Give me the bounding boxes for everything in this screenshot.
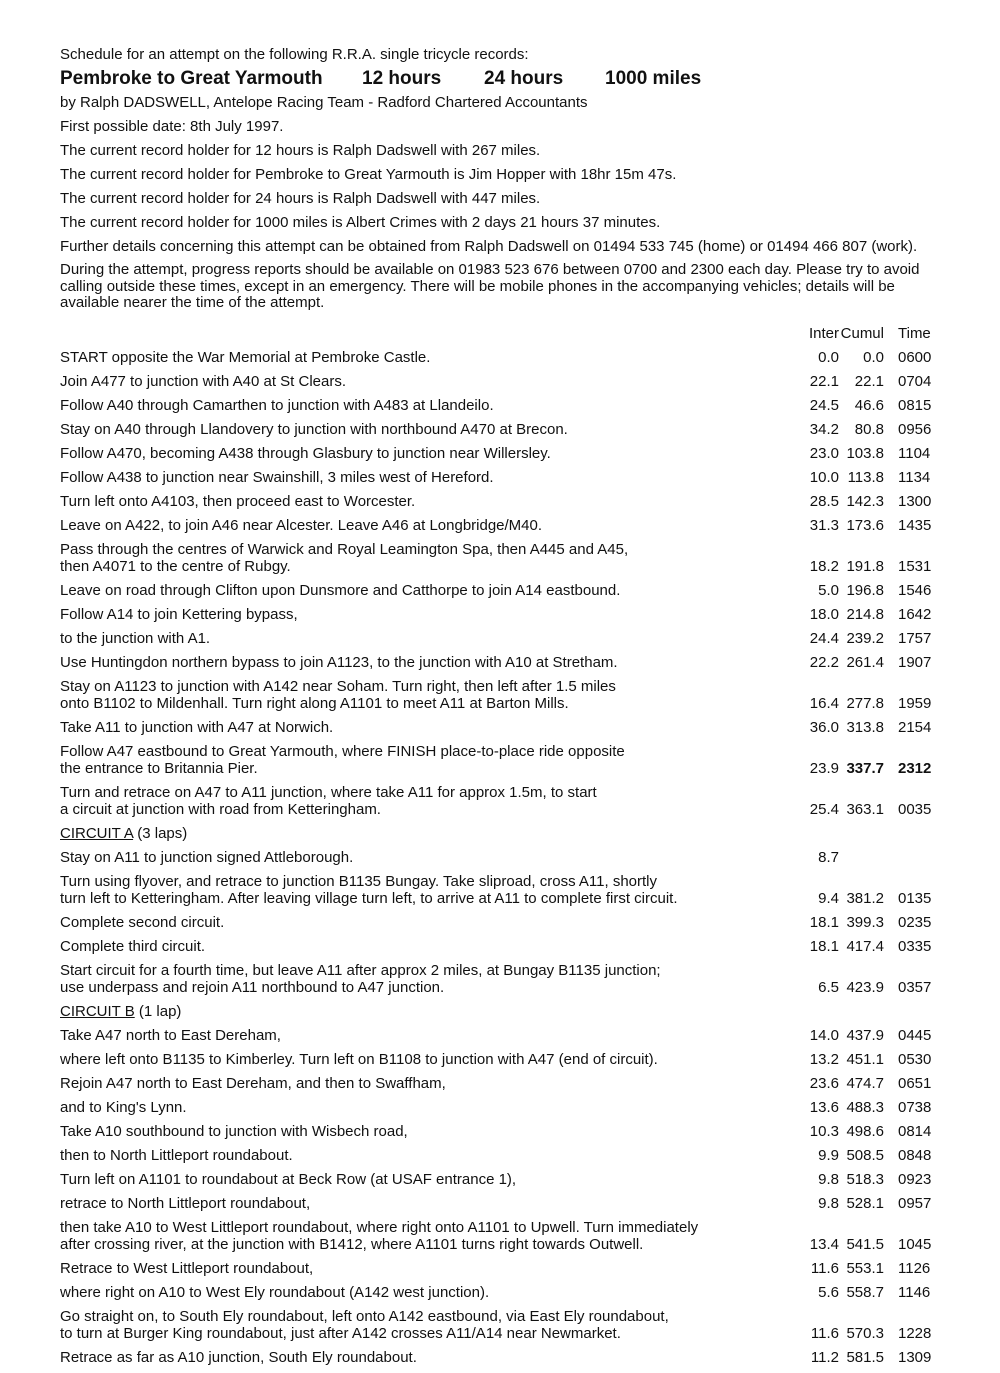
route-description: START opposite the War Memorial at Pembroke Castle.: [60, 349, 431, 366]
cumulative-distance: 239.2: [846, 630, 884, 647]
scheduled-time: 0704: [898, 373, 932, 390]
cumulative-distance: 173.6: [846, 517, 884, 534]
scheduled-time: 2312: [898, 760, 932, 777]
cumulative-distance: 277.8: [846, 695, 884, 712]
inter-distance: 18.2: [809, 558, 839, 575]
inter-distance: 18.1: [809, 938, 839, 955]
record-holder-line: The current record holder for Pembroke to Great Yarmouth is Jim Hopper with 18hr 15m 47s.: [60, 166, 677, 183]
circuit-label: [60, 825, 950, 842]
schedule-row: [60, 397, 950, 414]
schedule-row: [60, 373, 950, 390]
route-description: Stay on A11 to junction signed Attleborough.: [60, 849, 354, 866]
rider-line: by Ralph DADSWELL, Antelope Racing Team - Radford Chartered Accountants: [60, 94, 588, 111]
route-description: then take A10 to West Littleport roundabout, where right onto A1101 to Upwell. Turn immediately after crossing river, at the junction with B1412, where A1101 turns right towards Outwell.: [60, 1219, 699, 1253]
intro-line: Schedule for an attempt on the following R.R.A. single tricycle records:: [60, 46, 529, 63]
inter-distance: 23.6: [809, 1075, 839, 1092]
scheduled-time: 0848: [898, 1147, 932, 1164]
cumulative-distance: 363.1: [846, 801, 884, 818]
cumulative-distance: 80.8: [854, 421, 884, 438]
route-description: retrace to North Littleport roundabout,: [60, 1195, 311, 1212]
scheduled-time: 0814: [898, 1123, 932, 1140]
circuit-laps: (1 lap): [134, 1003, 182, 1020]
route-description: Turn left onto A4103, then proceed east to Worcester.: [60, 493, 416, 510]
schedule-row: [60, 962, 950, 996]
route-description: Follow A470, becoming A438 through Glasbury to junction near Willersley.: [60, 445, 551, 462]
scheduled-time: 0530: [898, 1051, 932, 1068]
route-description: Stay on A40 through Llandovery to junction with northbound A470 at Brecon.: [60, 421, 568, 438]
route-description: Leave on A422, to join A46 near Alcester. Leave A46 at Longbridge/M40.: [60, 517, 543, 534]
schedule-table: [60, 325, 950, 1373]
inter-distance: 23.0: [809, 445, 839, 462]
inter-distance: 11.2: [810, 1349, 839, 1366]
table-header: [60, 325, 950, 346]
cumulative-distance: 553.1: [846, 1260, 884, 1277]
cumulative-distance: 488.3: [846, 1099, 884, 1116]
route-description: and to King's Lynn.: [60, 1099, 187, 1116]
scheduled-time: 0923: [898, 1171, 932, 1188]
cumulative-distance: 113.8: [847, 469, 884, 486]
schedule-row: [60, 1284, 950, 1301]
scheduled-time: 0445: [898, 1027, 932, 1044]
schedule-row: [60, 349, 950, 366]
scheduled-time: 0957: [898, 1195, 932, 1212]
inter-distance: 34.2: [809, 421, 839, 438]
schedule-row: [60, 654, 950, 671]
inter-distance: 22.2: [809, 654, 839, 671]
scheduled-time: 1531: [898, 558, 932, 575]
scheduled-time: 1546: [898, 582, 932, 599]
schedule-row: [60, 938, 950, 955]
route-description: Rejoin A47 north to East Dereham, and then to Swaffham,: [60, 1075, 446, 1092]
first-date: First possible date: 8th July 1997.: [60, 118, 284, 135]
record-24-hours: 24 hours: [484, 68, 564, 89]
scheduled-time: 0815: [898, 397, 932, 414]
circuit-laps: (3 laps): [133, 825, 188, 842]
inter-distance: 18.1: [809, 914, 839, 931]
schedule-row: [60, 719, 950, 736]
schedule-row: [60, 606, 950, 623]
schedule-row: [60, 1075, 950, 1092]
inter-distance: 13.2: [809, 1051, 839, 1068]
inter-distance: 11.6: [810, 1260, 839, 1277]
inter-distance: 11.6: [810, 1325, 839, 1342]
inter-distance: 10.0: [809, 469, 839, 486]
scheduled-time: 0035: [898, 801, 932, 818]
schedule-row: [60, 1027, 950, 1044]
schedule-row: [60, 1260, 950, 1277]
record-pembroke-yarmouth: Pembroke to Great Yarmouth: [60, 68, 323, 89]
route-description: Complete second circuit.: [60, 914, 225, 931]
route-description: where right on A10 to West Ely roundabout (A142 west junction).: [60, 1284, 490, 1301]
schedule-row: [60, 1171, 950, 1188]
scheduled-time: 0600: [898, 349, 932, 366]
cumulative-distance: 337.7: [846, 760, 884, 777]
inter-distance: 0.0: [818, 349, 839, 366]
scheduled-time: 1104: [898, 445, 931, 462]
route-description: where left onto B1135 to Kimberley. Turn left on B1108 to junction with A47 (end of circuit).: [60, 1051, 658, 1068]
route-description: Turn using flyover, and retrace to junction B1135 Bungay. Take sliproad, cross A11, shortly turn left to Ketteringham. After leaving village turn left, to arrive at A11 to complete first circuit.: [60, 873, 678, 907]
route-description: Take A11 to junction with A47 at Norwich.: [60, 719, 334, 736]
route-description: Retrace to West Littleport roundabout,: [60, 1260, 314, 1277]
inter-distance: 9.9: [818, 1147, 839, 1164]
inter-distance: 16.4: [809, 695, 839, 712]
contact-details: Further details concerning this attempt can be obtained from Ralph Dadswell on 01494 533 745 (home) or 01494 466 807 (work).: [60, 238, 918, 255]
inter-distance: 13.4: [809, 1236, 839, 1253]
scheduled-time: 1228: [898, 1325, 932, 1342]
schedule-row: [60, 1123, 950, 1140]
scheduled-time: 2154: [898, 719, 932, 736]
schedule-row: [60, 914, 950, 931]
route-description: Use Huntingdon northern bypass to join A1123, to the junction with A10 at Stretham.: [60, 654, 618, 671]
inter-distance: 25.4: [809, 801, 839, 818]
scheduled-time: 1907: [898, 654, 932, 671]
scheduled-time: 1642: [898, 606, 932, 623]
inter-distance: 5.0: [818, 582, 839, 599]
route-description: Follow A438 to junction near Swainshill, 3 miles west of Hereford.: [60, 469, 494, 486]
route-description: Follow A47 eastbound to Great Yarmouth, where FINISH place-to-place ride opposite the entrance to Britannia Pier.: [60, 743, 625, 777]
scheduled-time: 0738: [898, 1099, 932, 1116]
cumulative-distance: 0.0: [863, 349, 884, 366]
schedule-row: [60, 517, 950, 534]
record-1000-miles: 1000 miles: [605, 68, 702, 89]
scheduled-time: 1300: [898, 493, 932, 510]
scheduled-time: 1757: [898, 630, 932, 647]
route-description: then to North Littleport roundabout.: [60, 1147, 293, 1164]
route-description: Go straight on, to South Ely roundabout, left onto A142 eastbound, via East Ely roundabout, to turn at Burger King roundabout, just after A142 crosses A11/A14 near Newmarket.: [60, 1308, 669, 1342]
scheduled-time: 0235: [898, 914, 932, 931]
cumulative-distance: 508.5: [846, 1147, 884, 1164]
cumulative-distance: 261.4: [846, 654, 884, 671]
schedule-row: [60, 493, 950, 510]
cumulative-distance: 570.3: [846, 1325, 884, 1342]
inter-distance: 9.4: [818, 890, 839, 907]
scheduled-time: 0357: [898, 979, 932, 996]
inter-distance: 24.4: [809, 630, 839, 647]
route-description: Start circuit for a fourth time, but leave A11 after approx 2 miles, at Bungay B1135 junction; use underpass and rejoin A11 northbound to A47 junction.: [60, 962, 661, 996]
scheduled-time: 0335: [898, 938, 932, 955]
cumulative-distance: 191.8: [846, 558, 884, 575]
inter-distance: 22.1: [809, 373, 839, 390]
circuit-name: CIRCUIT A: [60, 825, 134, 842]
cumulative-distance: 437.9: [846, 1027, 884, 1044]
circuit-name: CIRCUIT B: [60, 1003, 135, 1020]
scheduled-time: 1435: [898, 517, 932, 534]
cumulative-distance: 518.3: [846, 1171, 884, 1188]
progress-reports-paragraph: During the attempt, progress reports should be available on 01983 523 676 between 0700 and 2300 each day. Please try to avoid calling outside these times, except in an emergency. There will be mobile phones in the accompanying vehicles; details will be available nearer the time of the attempt.: [60, 261, 920, 311]
scheduled-time: 1045: [898, 1236, 932, 1253]
record-12-hours: 12 hours: [362, 68, 442, 89]
cumulative-distance: 528.1: [846, 1195, 884, 1212]
schedule-row: [60, 743, 950, 777]
cumulative-distance: 558.7: [846, 1284, 884, 1301]
cumulative-distance: 22.1: [854, 373, 884, 390]
inter-distance: 23.9: [809, 760, 839, 777]
scheduled-time: 0651: [898, 1075, 932, 1092]
header-time: Time: [898, 325, 931, 342]
record-holder-line: The current record holder for 12 hours is Ralph Dadswell with 267 miles.: [60, 142, 541, 159]
schedule-row: [60, 1051, 950, 1068]
cumulative-distance: 381.2: [846, 890, 884, 907]
schedule-row: [60, 582, 950, 599]
inter-distance: 8.7: [818, 849, 839, 866]
schedule-row: [60, 784, 950, 818]
intro-section: [60, 46, 950, 318]
schedule-row: [60, 873, 950, 907]
route-description: Retrace as far as A10 junction, South Ely roundabout.: [60, 1349, 417, 1366]
scheduled-time: 1126: [898, 1260, 931, 1277]
circuit-label: [60, 1003, 950, 1020]
cumulative-distance: 417.4: [846, 938, 884, 955]
scheduled-time: 1309: [898, 1349, 932, 1366]
inter-distance: 31.3: [809, 517, 839, 534]
inter-distance: 13.6: [809, 1099, 839, 1116]
route-description: Take A47 north to East Dereham,: [60, 1027, 281, 1044]
cumulative-distance: 196.8: [846, 582, 884, 599]
cumulative-distance: 451.1: [846, 1051, 884, 1068]
cumulative-distance: 498.6: [846, 1123, 884, 1140]
schedule-row: [60, 421, 950, 438]
scheduled-time: 1134: [898, 469, 931, 486]
cumulative-distance: 581.5: [846, 1349, 884, 1366]
schedule-row: [60, 1099, 950, 1116]
cumulative-distance: 103.8: [846, 445, 884, 462]
route-description: Complete third circuit.: [60, 938, 206, 955]
schedule-row: [60, 1195, 950, 1212]
cumulative-distance: 313.8: [846, 719, 884, 736]
inter-distance: 9.8: [818, 1195, 839, 1212]
route-description: to the junction with A1.: [60, 630, 211, 647]
cumulative-distance: 214.8: [846, 606, 884, 623]
circuit-heading: [60, 825, 950, 842]
route-description: Leave on road through Clifton upon Dunsmore and Catthorpe to join A14 eastbound.: [60, 582, 621, 599]
schedule-row: [60, 678, 950, 712]
route-description: Follow A40 through Camarthen to junction with A483 at Llandeilo.: [60, 397, 494, 414]
inter-distance: 28.5: [809, 493, 839, 510]
cumulative-distance: 142.3: [846, 493, 884, 510]
route-description: Turn and retrace on A47 to A11 junction, where take A11 for approx 1.5m, to start a circuit at junction with road from Ketteringham.: [60, 784, 597, 818]
cumulative-distance: 423.9: [846, 979, 884, 996]
header-inter: Inter: [808, 325, 839, 342]
scheduled-time: 0135: [898, 890, 932, 907]
cumulative-distance: 474.7: [846, 1075, 884, 1092]
route-description: Follow A14 to join Kettering bypass,: [60, 606, 298, 623]
route-description: Take A10 southbound to junction with Wisbech road,: [60, 1123, 408, 1140]
schedule-row: [60, 1349, 950, 1366]
scheduled-time: 1959: [898, 695, 932, 712]
scheduled-time: 1146: [898, 1284, 931, 1301]
route-description: Stay on A1123 to junction with A142 near Soham. Turn right, then left after 1.5 miles onto B1102 to Mildenhall. Turn right along A1101 to meet A11 at Barton Mills.: [60, 678, 616, 712]
inter-distance: 36.0: [809, 719, 839, 736]
record-holder-line: The current record holder for 24 hours is Ralph Dadswell with 447 miles.: [60, 190, 541, 207]
schedule-row: [60, 445, 950, 462]
schedule-row: [60, 630, 950, 647]
route-description: Pass through the centres of Warwick and Royal Leamington Spa, then A445 and A45, then A4071 to the centre of Rubgy.: [60, 541, 629, 575]
cumulative-distance: 541.5: [846, 1236, 884, 1253]
cumulative-distance: 399.3: [846, 914, 884, 931]
schedule-row: [60, 1147, 950, 1164]
inter-distance: 9.8: [818, 1171, 839, 1188]
inter-distance: 18.0: [809, 606, 839, 623]
record-holder-line: The current record holder for 1000 miles is Albert Crimes with 2 days 21 hours 37 minutes.: [60, 214, 661, 231]
records-headline: [60, 68, 950, 90]
scheduled-time: 0956: [898, 421, 932, 438]
inter-distance: 5.6: [818, 1284, 839, 1301]
circuit-heading: [60, 1003, 950, 1020]
header-cumul: Cumul: [840, 325, 884, 342]
schedule-row: [60, 849, 950, 866]
schedule-row: [60, 1308, 950, 1342]
route-description: Turn left on A1101 to roundabout at Beck Row (at USAF entrance 1),: [60, 1171, 517, 1188]
schedule-row: [60, 469, 950, 486]
cumulative-distance: 46.6: [854, 397, 884, 414]
route-description: Join A477 to junction with A40 at St Clears.: [60, 373, 347, 390]
inter-distance: 24.5: [809, 397, 839, 414]
inter-distance: 10.3: [809, 1123, 839, 1140]
schedule-row: [60, 541, 950, 575]
inter-distance: 6.5: [818, 979, 839, 996]
schedule-row: [60, 1219, 950, 1253]
inter-distance: 14.0: [809, 1027, 839, 1044]
